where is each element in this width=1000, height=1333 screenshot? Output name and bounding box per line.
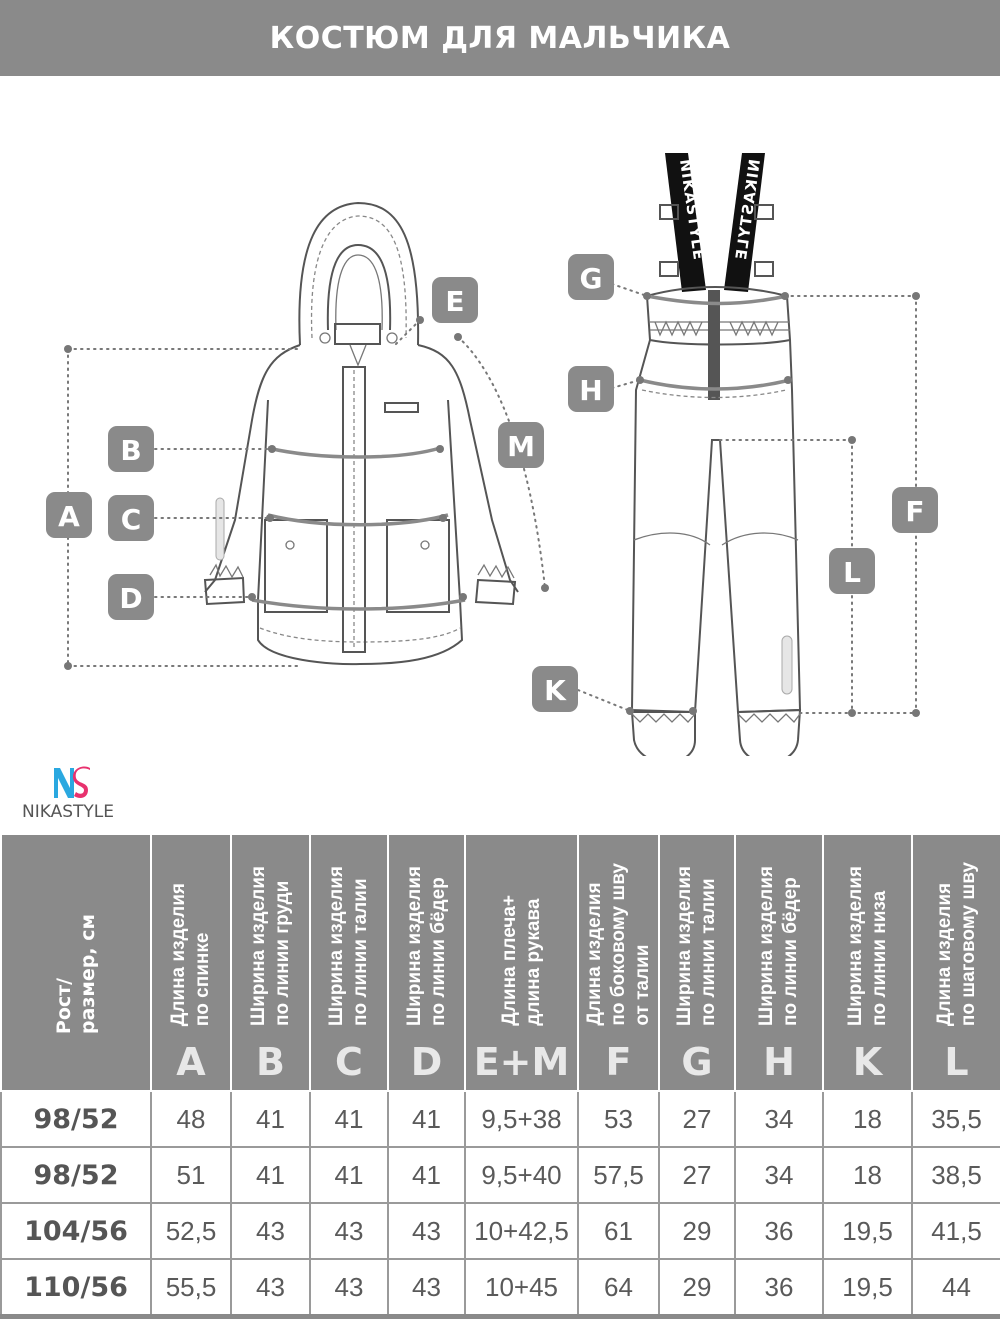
brand-logo — [18, 766, 138, 826]
column-label: Ширина изделия по линии бёдер — [756, 866, 801, 1026]
value-cell: 19,5 — [823, 1259, 912, 1317]
column-label: Длина изделия по шаговому шву — [933, 861, 979, 1026]
svg-text:B: B — [120, 434, 142, 467]
value-cell: 41 — [310, 1091, 388, 1147]
value-cell: 41 — [388, 1147, 465, 1203]
size-cell: 98/52 — [1, 1147, 151, 1203]
column-letter: E+M — [473, 1040, 570, 1084]
badge-c — [108, 495, 154, 541]
header-col-f — [578, 834, 659, 1091]
column-label: Ширина изделия по линии низа — [844, 866, 890, 1026]
size-cell: 110/56 — [1, 1259, 151, 1317]
brand-name: NIKASTYLE — [22, 802, 114, 822]
value-cell: 43 — [388, 1203, 465, 1259]
header-col-b — [231, 834, 310, 1091]
column-label: Ширина изделия по линии груди — [247, 866, 293, 1026]
header-col-l — [912, 834, 1000, 1091]
column-label: Рост/ размер, см — [53, 913, 99, 1034]
header-col-h — [735, 834, 823, 1091]
header-col-d — [388, 834, 465, 1091]
value-cell: 10+45 — [465, 1259, 578, 1317]
value-cell: 43 — [231, 1203, 310, 1259]
badge-d — [108, 574, 154, 620]
svg-text:K: K — [544, 674, 566, 707]
badge-e — [432, 277, 478, 323]
column-letter: G — [681, 1040, 713, 1084]
table-row — [1, 1091, 1000, 1147]
svg-text:F: F — [905, 495, 925, 528]
svg-text:M: M — [507, 430, 535, 463]
size-table-container — [0, 833, 1000, 1319]
column-label: Ширина изделия по линии талии — [674, 866, 719, 1026]
badge-b — [108, 426, 154, 472]
value-cell: 64 — [578, 1259, 659, 1317]
value-cell: 43 — [310, 1259, 388, 1317]
value-cell: 34 — [735, 1147, 823, 1203]
header-col-g — [659, 834, 735, 1091]
svg-text:H: H — [579, 374, 603, 407]
svg-text:C: C — [120, 503, 142, 536]
svg-text:L: L — [843, 556, 861, 589]
column-letter: H — [763, 1040, 795, 1084]
pants-drawing — [632, 153, 800, 756]
table-row — [1, 1147, 1000, 1203]
header-col-k — [823, 834, 912, 1091]
garment-illustration — [0, 76, 1000, 756]
value-cell: 41 — [231, 1091, 310, 1147]
badge-a — [46, 492, 92, 538]
value-cell: 41 — [388, 1091, 465, 1147]
value-cell: 27 — [659, 1147, 735, 1203]
value-cell: 51 — [151, 1147, 231, 1203]
value-cell: 43 — [310, 1203, 388, 1259]
value-cell: 52,5 — [151, 1203, 231, 1259]
table-row — [1, 1203, 1000, 1259]
badge-l — [829, 548, 875, 594]
column-letter: C — [335, 1040, 363, 1084]
badge-k — [532, 666, 578, 712]
value-cell: 55,5 — [151, 1259, 231, 1317]
value-cell: 10+42,5 — [465, 1203, 578, 1259]
value-cell: 41 — [231, 1147, 310, 1203]
value-cell: 41,5 — [912, 1203, 1000, 1259]
strap-text-right: NIKASTYLE — [731, 158, 764, 262]
value-cell: 61 — [578, 1203, 659, 1259]
size-cell: 98/52 — [1, 1091, 151, 1147]
value-cell: 18 — [823, 1091, 912, 1147]
header-bar — [0, 0, 1000, 76]
header-col-c — [310, 834, 388, 1091]
value-cell: 29 — [659, 1203, 735, 1259]
value-cell: 9,5+40 — [465, 1147, 578, 1203]
value-cell: 19,5 — [823, 1203, 912, 1259]
column-letter: F — [605, 1040, 632, 1084]
column-letter: K — [852, 1040, 883, 1084]
value-cell: 53 — [578, 1091, 659, 1147]
column-label: Длина плеча+ длина рукава — [498, 895, 544, 1026]
value-cell: 35,5 — [912, 1091, 1000, 1147]
table-body — [1, 1091, 1000, 1317]
column-letter: A — [176, 1040, 206, 1084]
value-cell: 36 — [735, 1203, 823, 1259]
page-title: КОСТЮМ ДЛЯ МАЛЬЧИКА — [269, 20, 731, 56]
table-header-row — [1, 834, 1000, 1091]
svg-text:G: G — [579, 262, 603, 295]
svg-text:A: A — [58, 500, 80, 533]
badge-f — [892, 487, 938, 533]
badge-h — [568, 366, 614, 412]
ns-logo-icon — [52, 766, 92, 800]
column-label: Длина изделия по боковому шву от талии — [583, 863, 653, 1026]
value-cell: 43 — [231, 1259, 310, 1317]
column-label: Ширина изделия по линии талии — [326, 866, 371, 1026]
value-cell: 57,5 — [578, 1147, 659, 1203]
column-label: Длина изделия по спинке — [168, 882, 213, 1026]
value-cell: 48 — [151, 1091, 231, 1147]
value-cell: 38,5 — [912, 1147, 1000, 1203]
value-cell: 41 — [310, 1147, 388, 1203]
table-row — [1, 1259, 1000, 1317]
value-cell: 43 — [388, 1259, 465, 1317]
column-letter: L — [944, 1040, 969, 1084]
badge-g — [568, 254, 614, 300]
strap-text-left: NIKASTYLE — [676, 158, 709, 262]
size-cell: 104/56 — [1, 1203, 151, 1259]
value-cell: 27 — [659, 1091, 735, 1147]
value-cell: 44 — [912, 1259, 1000, 1317]
svg-text:E: E — [445, 285, 465, 318]
column-label: Ширина изделия по линии бёдер — [403, 866, 449, 1026]
column-letter: D — [410, 1040, 443, 1084]
value-cell: 36 — [735, 1259, 823, 1317]
column-letter: B — [256, 1040, 285, 1084]
value-cell: 29 — [659, 1259, 735, 1317]
header-size — [1, 834, 151, 1091]
header-col-e-m — [465, 834, 578, 1091]
header-col-a — [151, 834, 231, 1091]
badge-m — [498, 422, 544, 468]
value-cell: 18 — [823, 1147, 912, 1203]
size-table — [0, 833, 1000, 1319]
svg-text:D: D — [119, 582, 143, 615]
value-cell: 34 — [735, 1091, 823, 1147]
value-cell: 9,5+38 — [465, 1091, 578, 1147]
